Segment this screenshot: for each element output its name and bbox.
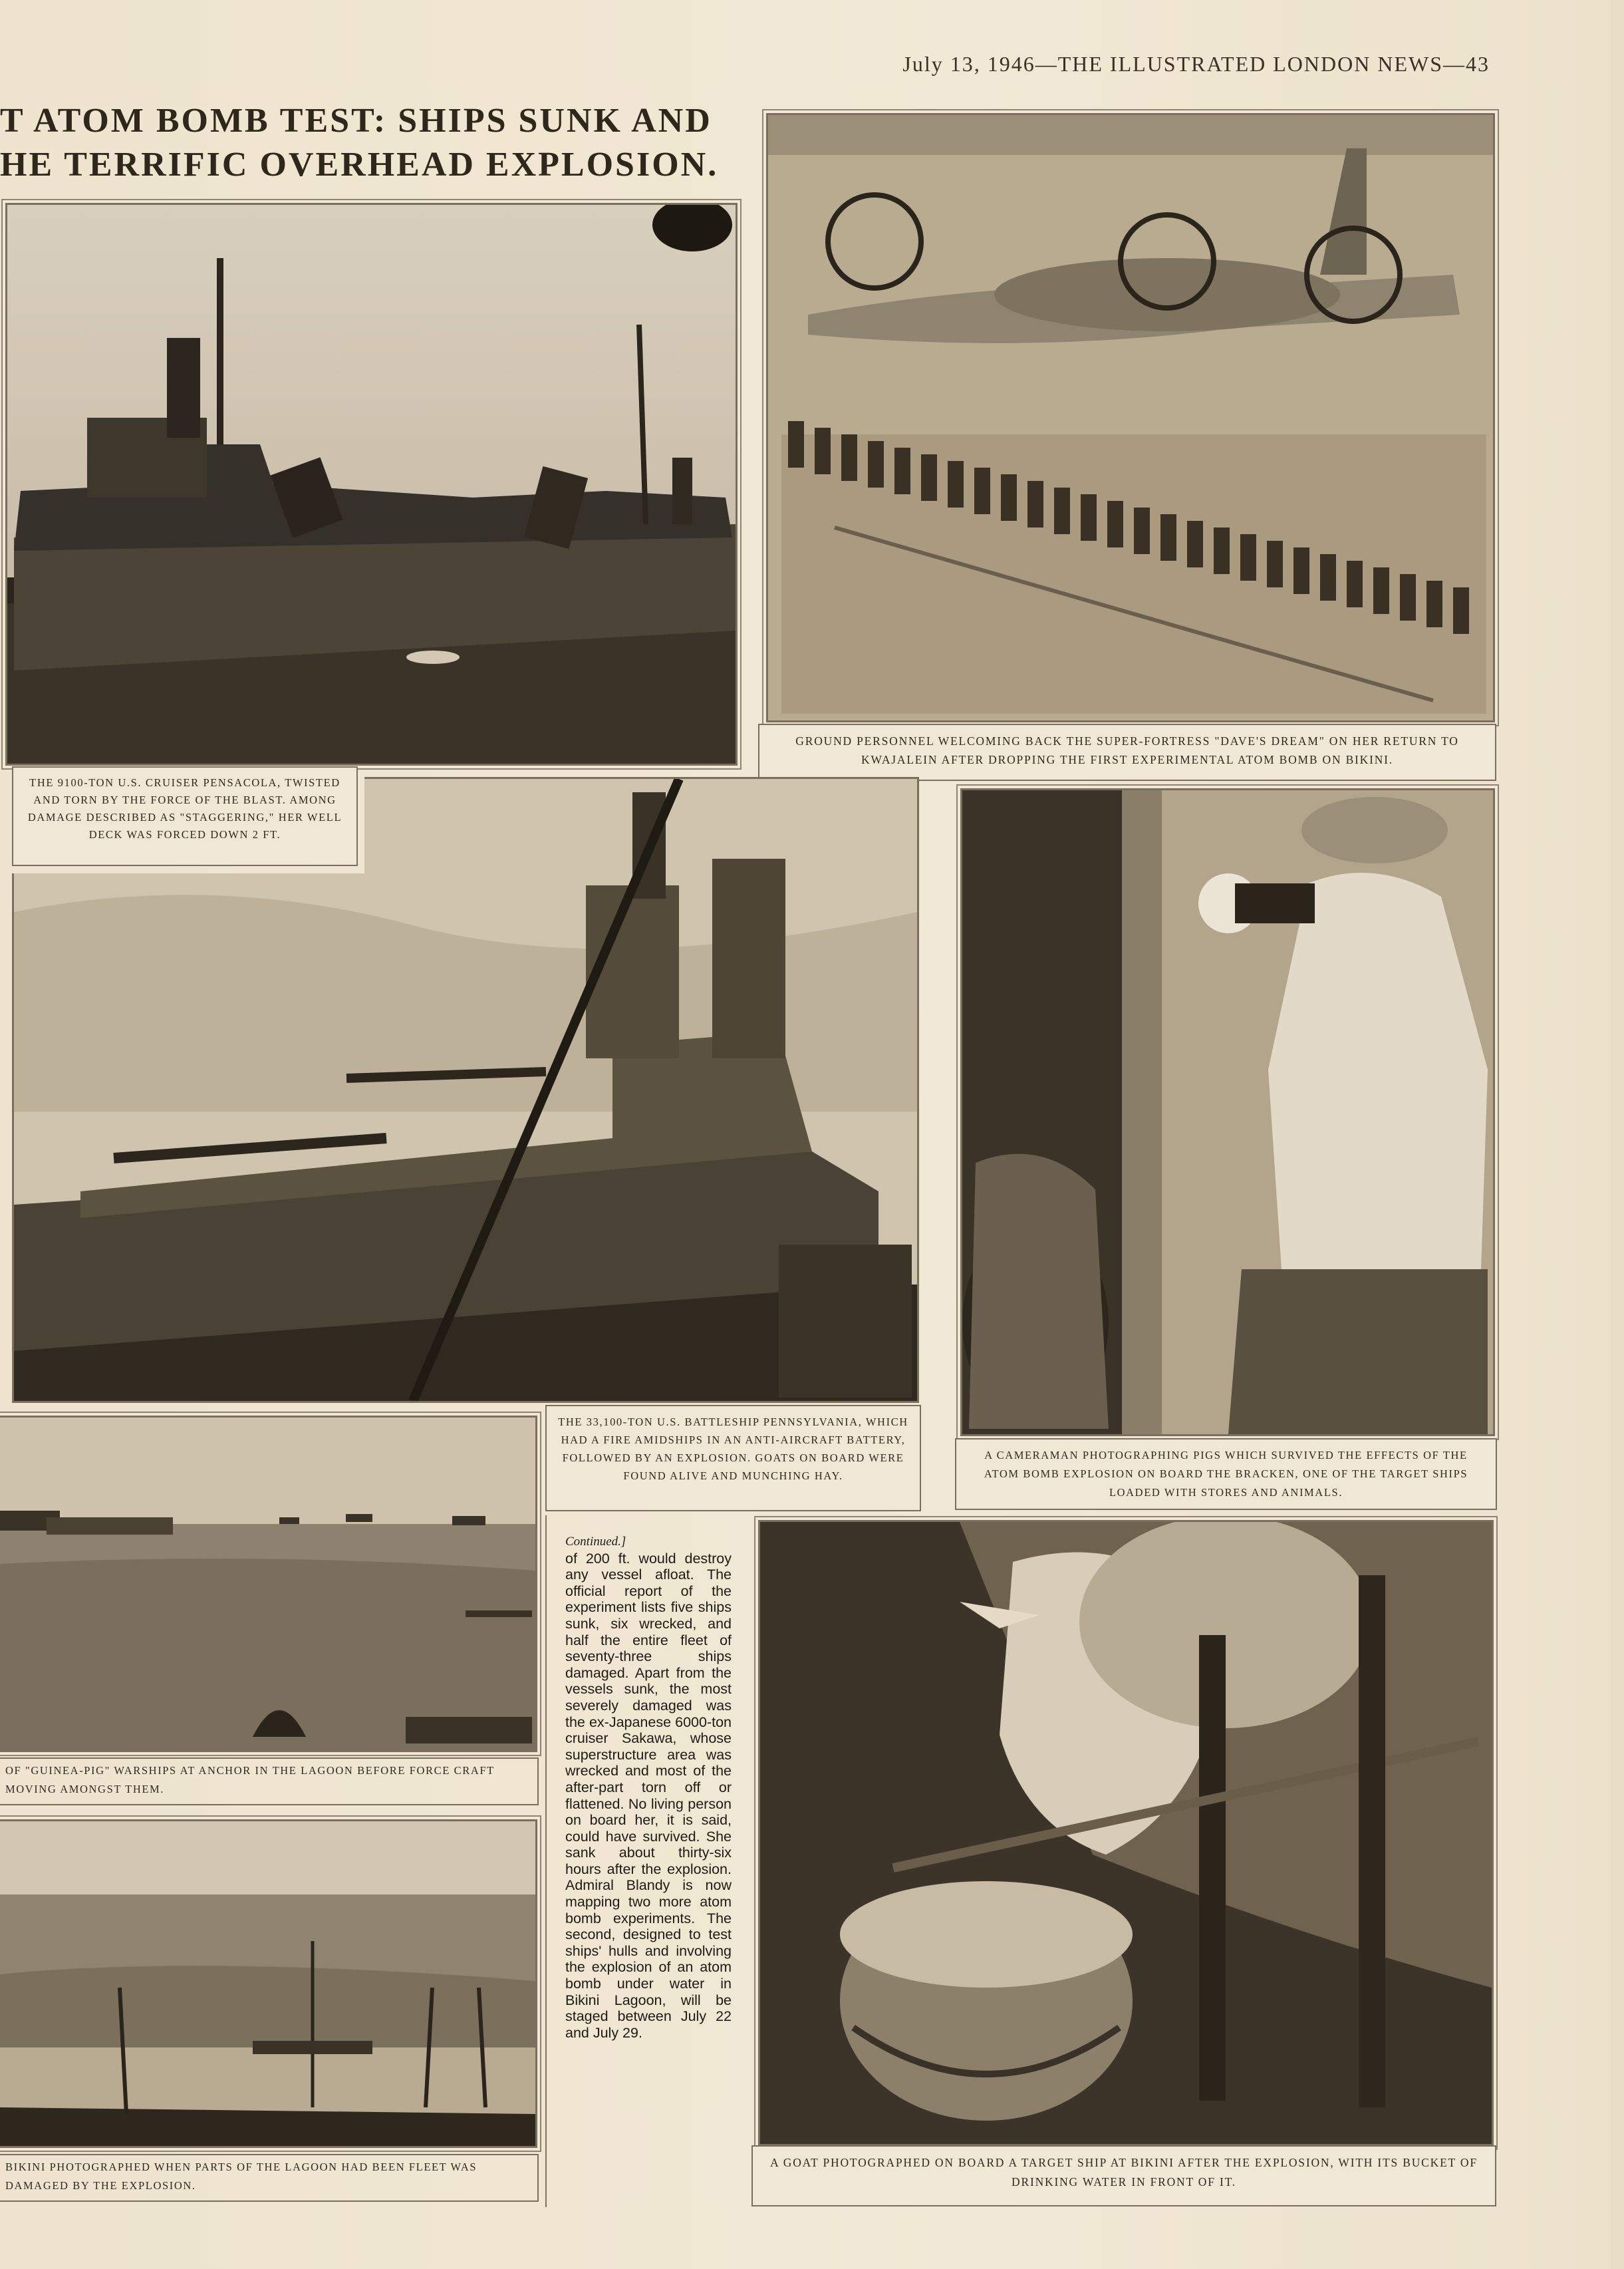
cameraman-photo xyxy=(960,788,1495,1436)
superfortress-caption: GROUND PERSONNEL WELCOMING BACK THE SUPER-FORTRESS "DAVE'S DREAM" ON HER RETURN TO KWAJALEIN AFTER DROPPING THE FIRST EXPERIMENTAL ATOM BOMB ON BIKINI. xyxy=(758,724,1496,781)
aircraft-photo xyxy=(766,113,1495,722)
bikini-caption: BIKINI PHOTOGRAPHED WHEN PARTS OF THE LAGOON HAD BEEN FLEET WAS DAMAGED BY THE EXPLOSION. xyxy=(0,2154,539,2202)
headline-line-2: HE TERRIFIC OVERHEAD EXPLOSION. xyxy=(0,146,719,184)
beach-photo xyxy=(0,1819,537,2148)
masthead: July 13, 1946—THE ILLUSTRATED LONDON NEWS—43 xyxy=(902,52,1490,76)
cruiser-photo xyxy=(5,203,738,766)
pennsylvania-caption: THE 33,100-TON U.S. BATTLESHIP PENNSYLVANIA, WHICH HAD A FIRE AMIDSHIPS IN AN ANTI-AIRCRAFT BATTERY, FOLLOWED BY AN EXPLOSION. GOATS ON BOARD WERE FOUND ALIVE AND MUNCHING HAY. xyxy=(545,1405,921,1511)
goat-photo xyxy=(758,1520,1494,2146)
lagoon-photo xyxy=(0,1416,537,1752)
article-text xyxy=(565,1533,732,2041)
battleship-photo xyxy=(12,777,919,1403)
goat-caption: A GOAT PHOTOGRAPHED ON BOARD A TARGET SHIP AT BIKINI AFTER THE EXPLOSION, WITH ITS BUCKET OF DRINKING WATER IN FRONT OF IT. xyxy=(751,2145,1496,2206)
lagoon-caption: OF "GUINEA-PIG" WARSHIPS AT ANCHOR IN THE LAGOON BEFORE FORCE CRAFT MOVING AMONGST THEM. xyxy=(0,1757,539,1805)
page-edge xyxy=(1611,0,1624,2269)
cameraman-caption: A CAMERAMAN PHOTOGRAPHING PIGS WHICH SURVIVED THE EFFECTS OF THE ATOM BOMB EXPLOSION ON BOARD THE BRACKEN, ONE OF THE TARGET SHIPS LOADED WITH STORES AND ANIMALS. xyxy=(955,1438,1497,1510)
article-body: of 200 ft. would destroy any vessel afloat. The official report of the experiment lists five ships sunk, six wrecked, and half the entire fleet of seventy-three ships damaged. Apart from the vessels sunk, the most severely damaged was the ex-Japanese 6000-ton cruiser Sakawa, whose superstructure area was wrecked and most of the after-part torn off or flattened. No living person on board her, it is said, could have survived. She sank about thirty-six hours after the explosion. Admiral Blandy is now mapping two more atom bomb experiments. The second, designed to test ships' hulls and involving the explosion of an atom bomb under water in Bikini Lagoon, will be staged between July 22 and July 29. xyxy=(565,1550,732,2041)
headline-line-1: T ATOM BOMB TEST: SHIPS SUNK AND xyxy=(0,102,712,140)
column-rule-left xyxy=(545,1515,547,2207)
pensacola-caption: THE 9100-TON U.S. CRUISER PENSACOLA, TWISTED AND TORN BY THE FORCE OF THE BLAST. AMONG DAMAGE DESCRIBED AS "STAGGERING," HER WELL DECK WAS FORCED DOWN 2 FT. xyxy=(12,766,358,866)
article-continued: Continued.] xyxy=(565,1535,626,1549)
